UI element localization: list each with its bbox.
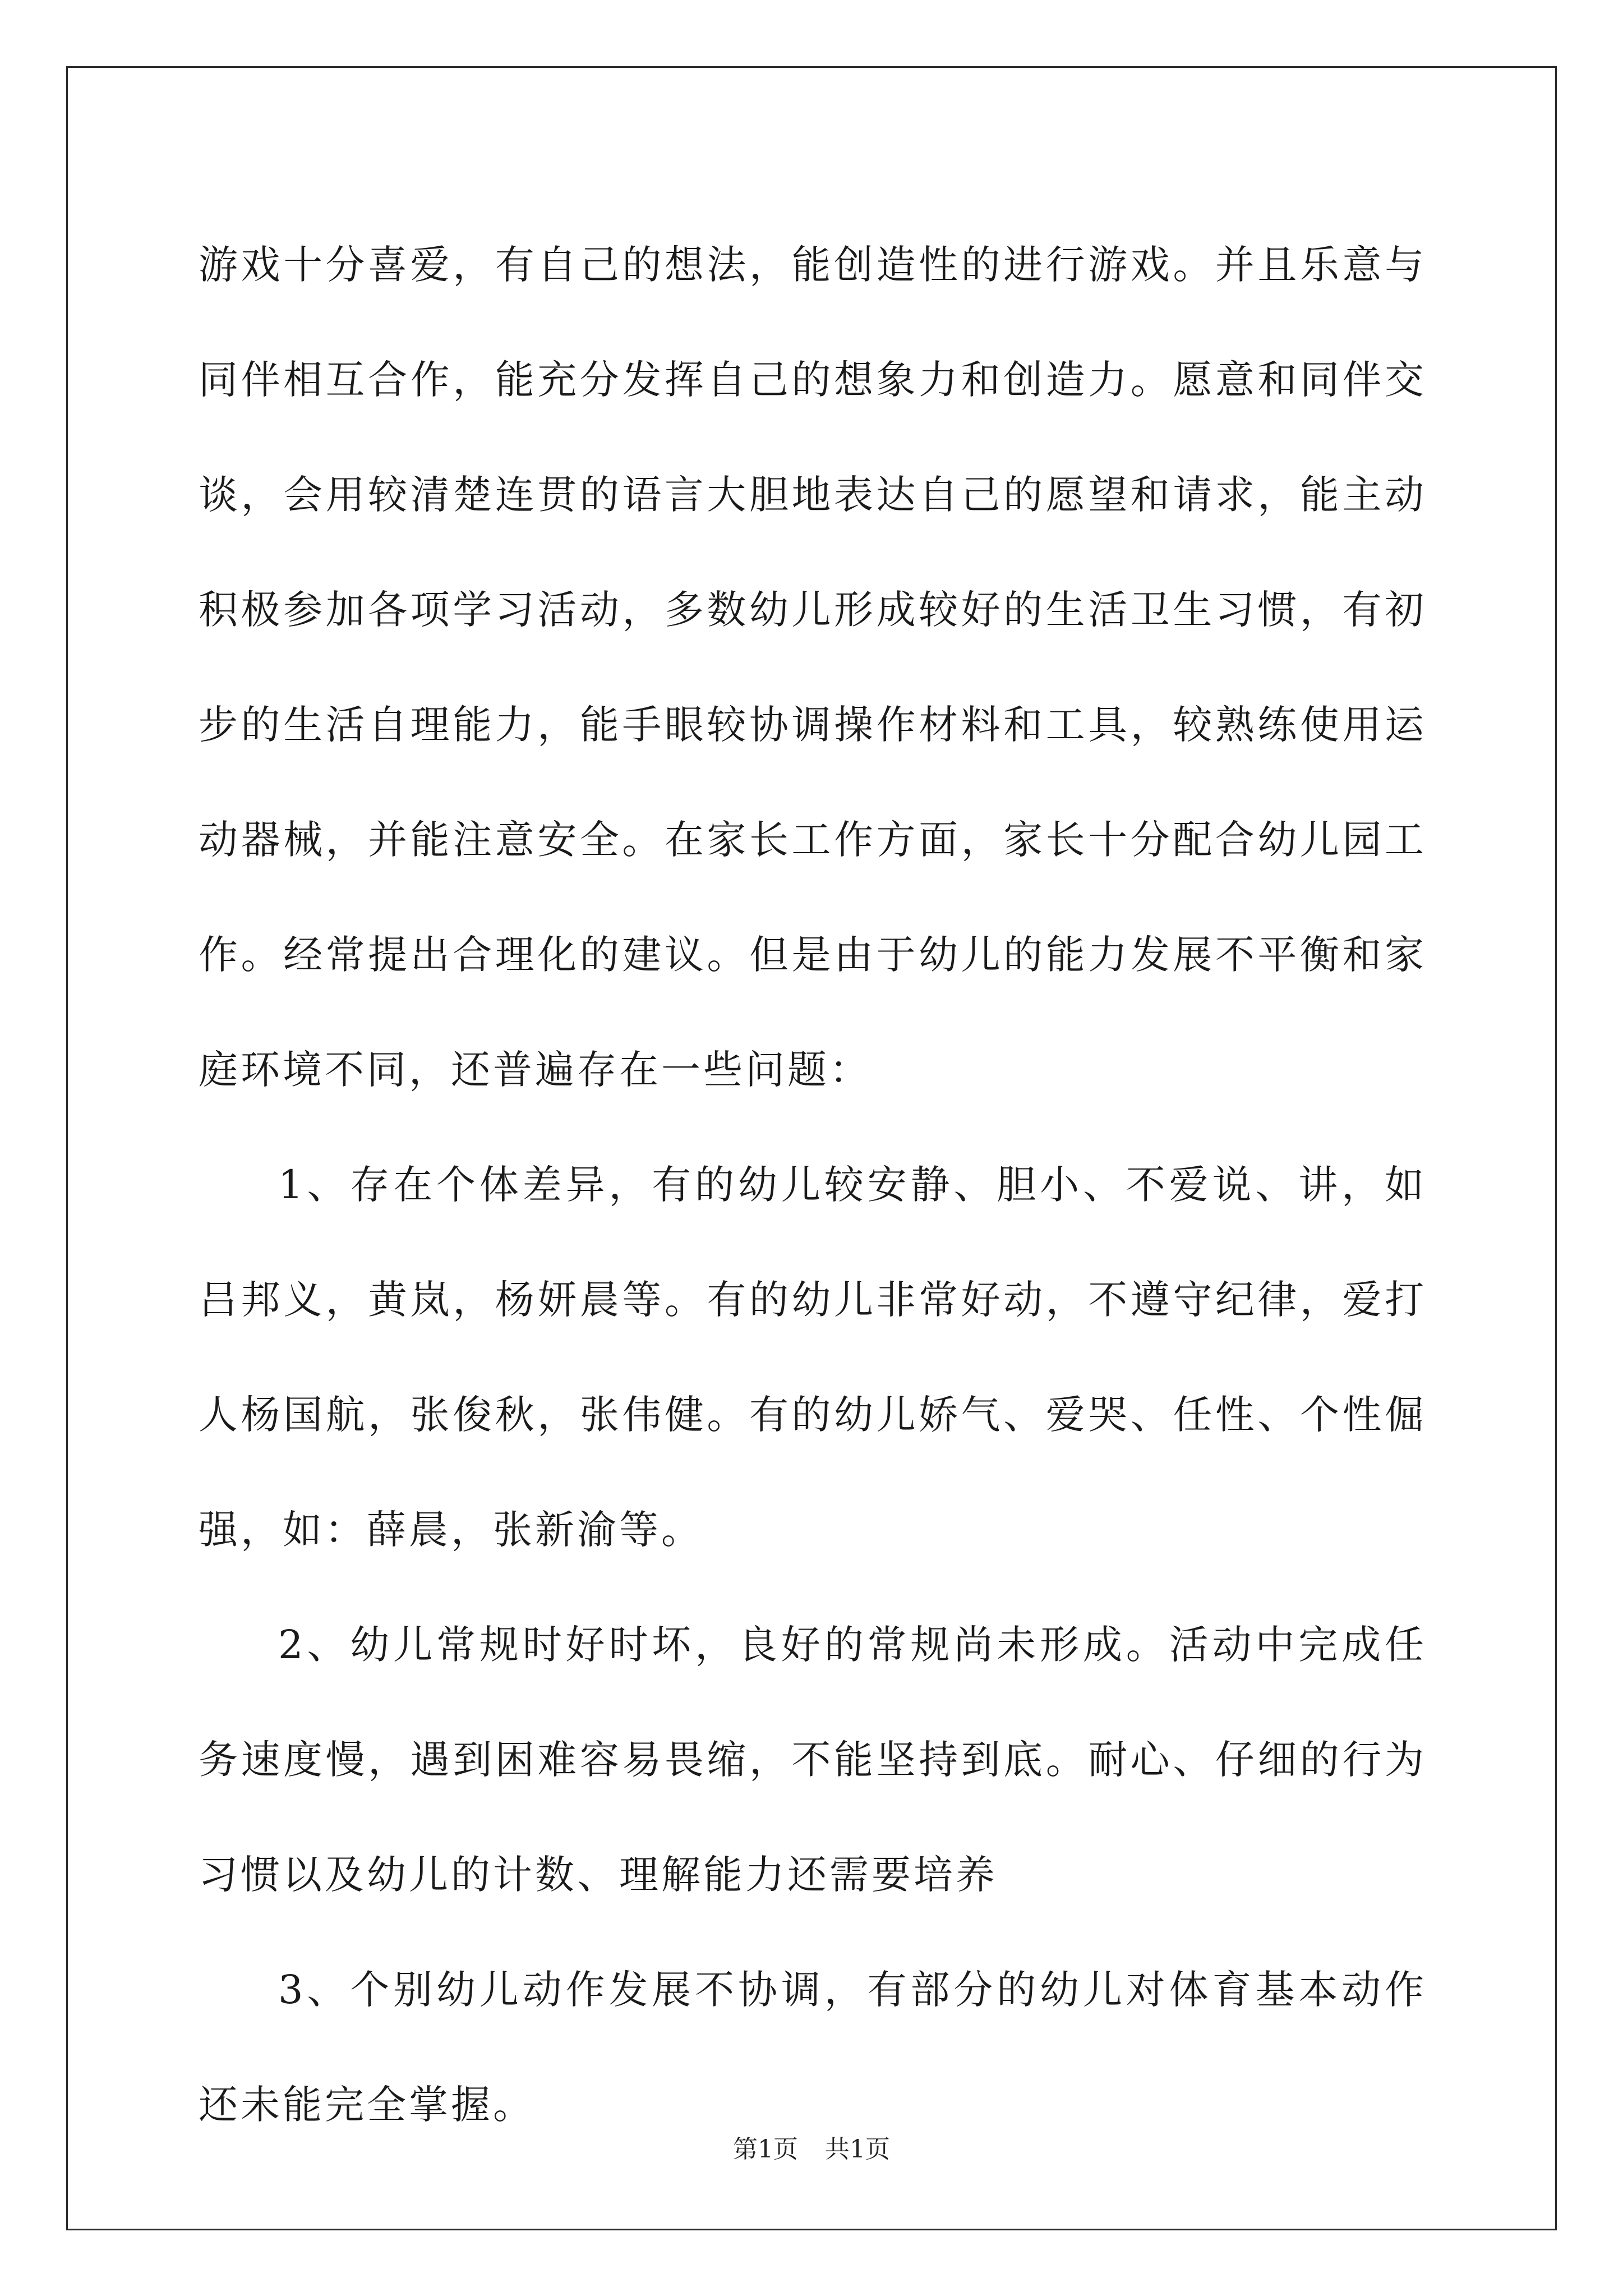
paragraph-point-3: 3、个别幼儿动作发展不协调，有部分的幼儿对体育基本动作还未能完全掌握。 [199, 1967, 1427, 2128]
page-number: 第1页 [733, 2135, 798, 2164]
paragraph-point-2: 2、幼儿常规时好时坏，良好的常规尚未形成。活动中完成任务速度慢，遇到困难容易畏缩，不能坚持到底。耐心、仔细的行为习惯以及幼儿的计数、理解能力还需要培养 [199, 1622, 1427, 1898]
paragraph-intro: 游戏十分喜爱，有自己的想法，能创造性的进行游戏。并且乐意与同伴相互合作，能充分发挥自己的想象力和创造力。愿意和同伴交谈，会用较清楚连贯的语言大胆地表达自己的愿望和请求，能主动积极参加各项学习活动，多数幼儿形成较好的生活卫生习惯，有初步的生活自理能力，能手眼较协调操作材料和工具，较熟练使用运动器械，并能注意安全。在家长工作方面，家长十分配合幼儿园工作。经常提出合理化的建议。但是由于幼儿的能力发展不平衡和家庭环境不同，还普遍存在一些问题： [199, 242, 1427, 1093]
page-footer [0, 2129, 1623, 2165]
paragraph-point-1: 1、存在个体差异，有的幼儿较安静、胆小、不爱说、讲，如吕邦义，黄岚，杨妍晨等。有的幼儿非常好动，不遵守纪律，爱打人杨国航，张俊秋，张伟健。有的幼儿娇气、爱哭、任性、个性倔强，如：薛晨，张新渝等。 [199, 1162, 1427, 1553]
page-total: 共1页 [825, 2135, 890, 2164]
document-body [199, 208, 1427, 2162]
